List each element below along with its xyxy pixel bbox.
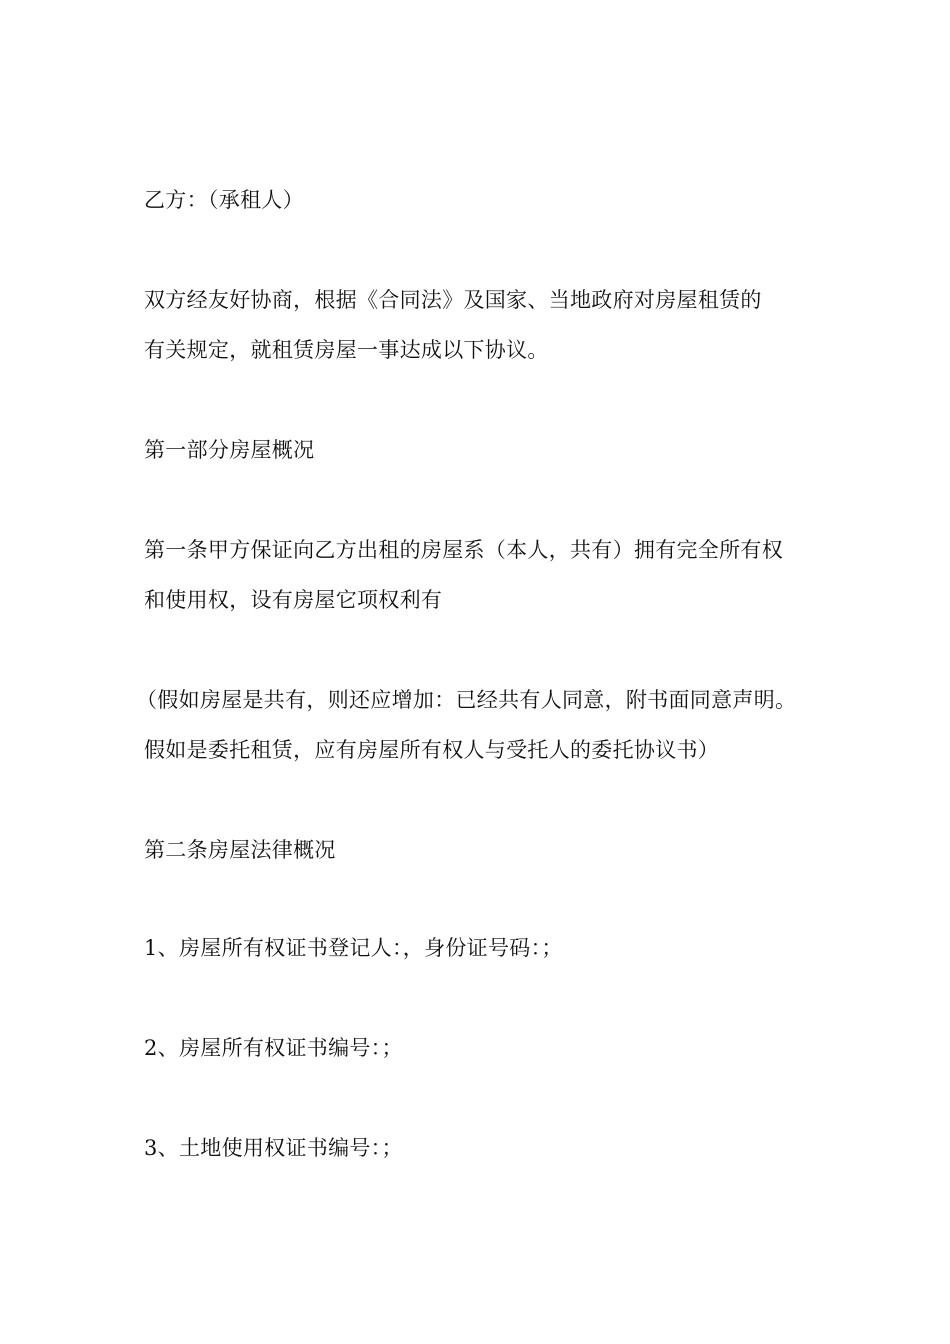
party-b-line: 乙方：（承租人） bbox=[144, 188, 304, 212]
article2-heading: 第二条房屋法律概况 bbox=[144, 838, 336, 862]
note-line-2: 假如是委托租赁，应有房屋所有权人与受托人的委托协议书） bbox=[144, 738, 720, 762]
item-number: 2 bbox=[144, 1036, 158, 1060]
note-line-1: （假如房屋是共有，则还应增加：已经共有人同意，附书面同意声明。 bbox=[136, 688, 797, 712]
item-number: 1 bbox=[144, 936, 158, 960]
article1-line-2: 和使用权，设有房屋它项权利有 bbox=[144, 588, 443, 612]
item-number: 3 bbox=[144, 1136, 158, 1160]
item-text: 、房屋所有权证书登记人：，身份证号码：； bbox=[157, 936, 563, 960]
preamble-line-1: 双方经友好协商，根据《合同法》及国家、当地政府对房屋租赁的 bbox=[144, 288, 762, 312]
list-item bbox=[144, 1134, 403, 1162]
item-text: 、土地使用权证书编号：； bbox=[157, 1136, 403, 1160]
part1-heading: 第一部分房屋概况 bbox=[144, 438, 315, 462]
list-item bbox=[144, 1034, 403, 1062]
article1-line-1: 第一条甲方保证向乙方出租的房屋系（本人，共有）拥有完全所有权 bbox=[144, 538, 783, 562]
list-item bbox=[144, 934, 563, 962]
preamble-line-2: 有关规定，就租赁房屋一事达成以下协议。 bbox=[144, 338, 549, 362]
item-text: 、房屋所有权证书编号：； bbox=[157, 1036, 403, 1060]
